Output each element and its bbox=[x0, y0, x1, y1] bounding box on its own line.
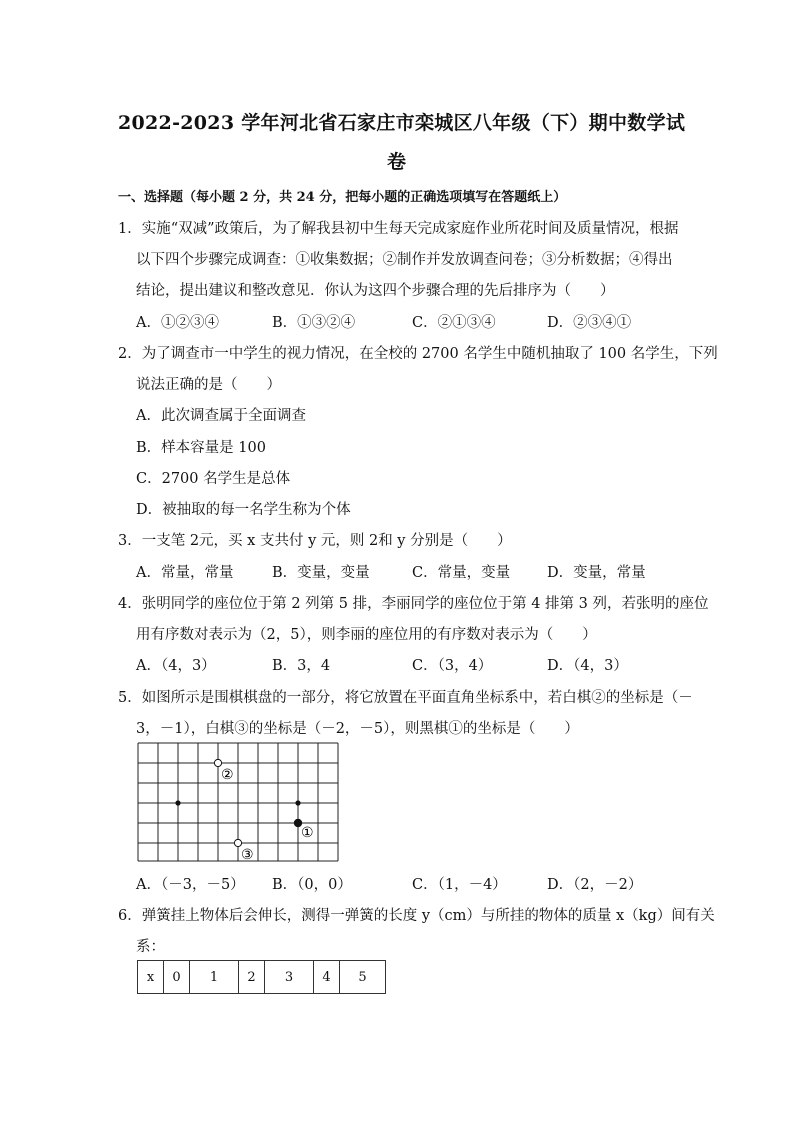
white-stone-3-label: ③ bbox=[241, 847, 254, 863]
q4-option-c[interactable]: C．（3，4） bbox=[412, 658, 493, 674]
white-stone-3 bbox=[234, 839, 241, 846]
table-cell: 4 bbox=[314, 961, 340, 994]
table-cell: 1 bbox=[190, 961, 239, 994]
q6-line-2: 系： bbox=[136, 939, 165, 955]
q2-option-c[interactable]: C．2700 名学生是总体 bbox=[136, 471, 291, 487]
q3-option-c[interactable]: C．常量，变量 bbox=[412, 565, 511, 581]
q1-line-1: 1．实施“双减”政策后，为了解我县初中生每天完成家庭作业所花时间及质量情况，根据 bbox=[118, 221, 679, 237]
q4-option-a[interactable]: A．（4，3） bbox=[136, 658, 216, 674]
q5-line-2: 3，－1），白棋③的坐标是（－2，－5），则黑棋①的坐标是（ ） bbox=[136, 721, 579, 737]
q6-line-1: 6．弹簧挂上物体后会伸长，测得一弹簧的长度 y（cm）与所挂的物体的质量 x（kg）间有关 bbox=[118, 908, 715, 924]
q4-line-2: 用有序数对表示为（2，5），则李丽的座位用的有序数对表示为（ ） bbox=[136, 627, 597, 643]
black-stone-1-label: ① bbox=[301, 825, 314, 841]
q5-option-d[interactable]: D．（2，－2） bbox=[547, 877, 643, 893]
go-board-figure bbox=[132, 737, 352, 867]
q1-line-3: 结论，提出建议和整改意见．你认为这四个步骤合理的先后排序为（ ） bbox=[136, 283, 615, 299]
q1-option-b[interactable]: B．①③②④ bbox=[272, 315, 356, 331]
q2-option-d[interactable]: D．被抽取的每一名学生称为个体 bbox=[136, 502, 351, 518]
q2-line-2: 说法正确的是（ ） bbox=[136, 377, 281, 393]
q1-line-2: 以下四个步骤完成调查：①收集数据；②制作并发放调查问卷；③分析数据；④得出 bbox=[136, 252, 673, 268]
q3-line-1: 3．一支笔 2元，买 x 支共付 y 元，则 2和 y 分别是（ ） bbox=[118, 533, 512, 549]
q3-option-a[interactable]: A．常量，常量 bbox=[136, 565, 234, 581]
star-point bbox=[175, 800, 180, 805]
q3-option-b[interactable]: B．变量，变量 bbox=[272, 565, 370, 581]
white-stone-2-label: ② bbox=[221, 767, 234, 783]
q5-line-1: 5．如图所示是围棋棋盘的一部分，将它放置在平面直角坐标系中，若白棋②的坐标是（－ bbox=[118, 690, 693, 706]
q5-option-c[interactable]: C．（1，－4） bbox=[412, 877, 507, 893]
page-title-continued: 卷 bbox=[387, 151, 407, 173]
section-heading: 一、选择题（每小题 2 分，共 24 分，把每小题的正确选项填写在答题纸上） bbox=[118, 190, 567, 205]
q3-option-d[interactable]: D．变量，常量 bbox=[547, 565, 646, 581]
white-stone-2 bbox=[214, 759, 221, 766]
q4-option-b[interactable]: B．3，4 bbox=[272, 658, 331, 674]
q2-line-1: 2．为了调查市一中学生的视力情况，在全校的 2700 名学生中随机抽取了 100 名学生，下列 bbox=[118, 346, 718, 362]
table-cell: x bbox=[138, 961, 164, 994]
table-row bbox=[138, 961, 386, 994]
q4-line-1: 4．张明同学的座位位于第 2 列第 5 排，李丽同学的座位位于第 4 排第 3 列，若张明的座位 bbox=[118, 596, 709, 612]
q1-option-d[interactable]: D．②③④① bbox=[547, 315, 632, 331]
q4-option-d[interactable]: D．（4，3） bbox=[547, 658, 628, 674]
table-cell: 2 bbox=[239, 961, 265, 994]
table-cell: 5 bbox=[340, 961, 386, 994]
q2-option-a[interactable]: A．此次调查属于全面调查 bbox=[136, 408, 306, 424]
star-point bbox=[295, 800, 300, 805]
page-title: 2022-2023 学年河北省石家庄市栾城区八年级（下）期中数学试 bbox=[118, 112, 686, 134]
table-cell: 0 bbox=[164, 961, 190, 994]
q2-option-b[interactable]: B．样本容量是 100 bbox=[136, 440, 266, 456]
q5-option-b[interactable]: B．（0，0） bbox=[272, 877, 352, 893]
q1-option-a[interactable]: A．①②③④ bbox=[136, 315, 219, 331]
q6-data-table bbox=[137, 960, 386, 994]
q5-option-a[interactable]: A．（－3，－5） bbox=[136, 877, 245, 893]
q1-option-c[interactable]: C．②①③④ bbox=[412, 315, 496, 331]
table-cell: 3 bbox=[265, 961, 314, 994]
